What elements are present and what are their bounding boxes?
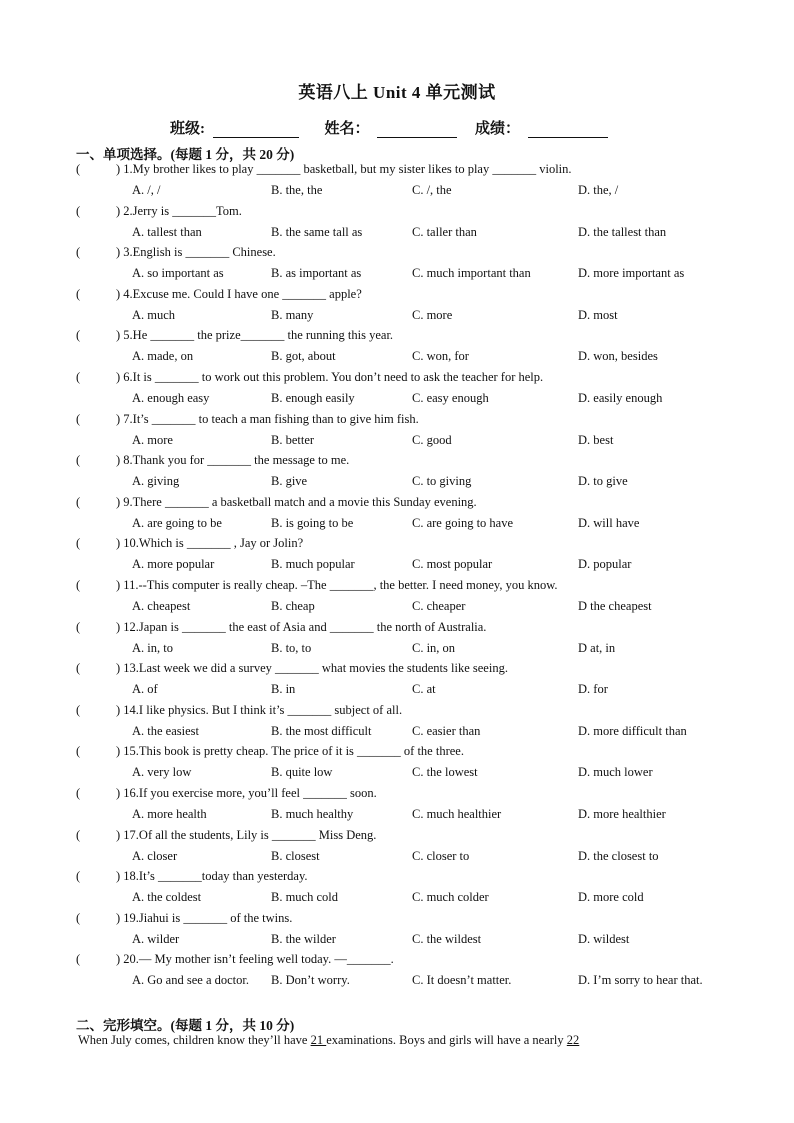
option-a[interactable]: A. more health [132,806,207,821]
question-number: ) 6. [116,369,133,384]
question-text: There _______ a basketball match and a movie this Sunday evening. [132,494,477,509]
option-a[interactable]: A. /, / [132,183,161,197]
cloze-text-2: examinations. Boys and girls will have a nearly [326,1033,567,1047]
option-b[interactable]: B. quite low [271,765,333,780]
option-b[interactable]: B. as important as [271,266,362,281]
option-c[interactable]: C. the wildest [412,931,482,946]
option-a[interactable]: A. are going to be [132,515,222,530]
option-b[interactable]: B. cheap [271,598,315,613]
option-a[interactable]: A. made, on [132,349,194,364]
question-text: Jiahui is _______ of the twins. [138,910,293,925]
question-stem [76,701,402,719]
question-text: Jerry is _______Tom. [132,203,242,218]
question-stem [76,742,464,760]
question-text: If you exercise more, you’ll feel _______ soon. [138,785,377,800]
question-stem [76,451,349,469]
answer-bracket[interactable]: ( [76,910,81,925]
question-number: ) 10. [116,536,139,551]
option-d[interactable]: D. best [578,432,614,447]
option-c[interactable]: C. cheaper [412,598,466,613]
option-d[interactable]: D the cheapest [578,598,652,613]
name-blank[interactable] [377,123,457,138]
student-info-row [170,117,608,138]
option-b[interactable]: B. many [271,307,314,322]
question-number: ) 14. [116,702,139,717]
question-stem [76,950,394,968]
section-heading-cloze: 二、完形填空。(每题 1 分，共 10 分) [76,1018,295,1033]
option-c[interactable]: C. /, the [412,183,452,197]
option-b[interactable]: B. give [271,474,308,489]
question-item [0,576,794,618]
question-item [0,451,794,493]
score-blank[interactable] [528,123,608,138]
question-stem [76,410,419,428]
option-a[interactable]: A. more [132,432,173,447]
option-a[interactable]: A. closer [132,848,178,863]
option-a[interactable]: A. giving [132,474,180,489]
option-b[interactable]: B. closest [271,848,320,863]
question-stem [76,867,308,885]
question-number: ) 17. [116,827,139,842]
question-item [0,659,794,701]
question-stem [76,368,543,386]
question-text: Excuse me. Could I have one _______ apple? [132,286,362,301]
answer-bracket[interactable]: ( [76,785,81,800]
option-d[interactable]: D. easily enough [578,390,663,405]
question-item [0,950,794,992]
option-a[interactable]: A. cheapest [132,598,191,613]
option-b[interactable]: B. is going to be [271,515,354,530]
answer-bracket[interactable]: ( [76,536,81,551]
question-stem [76,618,486,636]
question-number: ) 8. [116,453,133,468]
answer-bracket[interactable]: ( [76,744,81,759]
option-d[interactable]: D. wildest [578,931,630,946]
class-blank[interactable] [213,123,299,138]
option-c[interactable]: C. at [412,682,436,697]
question-text: My brother likes to play _______ basketball, but my sister likes to play _______ violin. [132,162,572,176]
question-number: ) 11. [116,577,139,592]
question-stem [76,534,303,552]
option-b[interactable]: B. in [271,682,296,697]
option-d[interactable]: D. for [578,682,608,697]
answer-bracket[interactable]: ( [76,328,81,343]
option-d[interactable]: D. will have [578,515,640,530]
question-item [0,826,794,868]
option-c[interactable]: C. taller than [412,224,477,239]
question-text: This book is pretty cheap. The price of it is _______ of the three. [138,744,464,759]
option-a[interactable]: A. Go and see a doctor. [132,973,249,988]
question-stem [76,243,276,261]
option-a[interactable]: A. very low [132,765,192,780]
option-c[interactable]: C. more [412,307,453,322]
question-number: ) 15. [116,744,139,759]
question-stem [76,326,393,344]
page-title: 英语八上 Unit 4 单元测试 [298,83,496,102]
option-d[interactable]: D. more cold [578,890,644,905]
question-item [0,326,794,368]
question-stem [76,784,377,802]
question-number: ) 20. [116,952,139,967]
option-c[interactable]: C. easy enough [412,390,489,405]
answer-bracket[interactable]: ( [76,286,81,301]
question-text: --This computer is really cheap. –The _______, the better. I need money, you know. [138,577,558,592]
cloze-blank-22[interactable]: 22 [566,1033,580,1047]
option-b[interactable]: B. enough easily [271,390,355,405]
option-d[interactable]: D. the tallest than [578,224,667,239]
option-b[interactable]: B. much cold [271,890,339,905]
class-label: 班级: [170,121,205,137]
option-a[interactable]: A. much [132,307,176,322]
question-number: ) 3. [116,245,133,260]
question-stem [76,493,477,511]
cloze-text-1: When July comes, children know they’ll have [78,1033,311,1047]
question-item [0,493,794,535]
option-a[interactable]: A. of [132,682,158,697]
section-heading-multiple-choice: 一、单项选择。(每题 1 分，共 20 分) [76,147,295,162]
option-b[interactable]: B. got, about [271,349,336,364]
option-d[interactable]: D. more healthier [578,806,666,821]
option-d[interactable]: D. more important as [578,266,685,281]
question-text: I like physics. But I think it’s _______ subject of all. [138,702,403,717]
option-d[interactable]: D at, in [578,640,616,655]
question-number: ) 9. [116,494,133,509]
option-a[interactable]: A. enough easy [132,390,210,405]
question-item [0,701,794,743]
answer-bracket[interactable]: ( [76,453,81,468]
option-d[interactable]: D. more difficult than [578,723,687,738]
question-text: It’s _______today than yesterday. [138,869,308,884]
question-item [0,784,794,826]
question-text: Last week we did a survey _______ what movies the students like seeing. [138,661,508,676]
question-text: It’s _______ to teach a man fishing than to give him fish. [132,411,419,426]
answer-bracket[interactable]: ( [76,162,81,176]
question-item [0,285,794,327]
option-b[interactable]: B. the same tall as [271,224,363,239]
cloze-blank-21[interactable]: 21 [310,1033,327,1047]
question-stem [76,576,558,594]
answer-bracket[interactable]: ( [76,369,81,384]
option-c[interactable]: C. in, on [412,640,456,655]
option-b[interactable]: B. the wilder [271,931,336,946]
question-number: ) 12. [116,619,139,634]
option-d[interactable]: D. popular [578,557,632,572]
answer-bracket[interactable]: ( [76,869,81,884]
option-c[interactable]: C. to giving [412,474,472,489]
question-item [0,618,794,660]
question-number: ) 16. [116,785,139,800]
question-text: — My mother isn’t feeling well today. —_______. [138,952,394,967]
option-b[interactable]: B. the, the [271,183,323,197]
option-a[interactable]: A. the easiest [132,723,199,738]
option-c[interactable]: C. much colder [412,890,489,905]
question-number: ) 7. [116,411,133,426]
question-text: He _______ the prize_______ the running this year. [132,328,394,343]
question-number: ) 2. [116,203,133,218]
question-stem [76,659,508,677]
option-a[interactable]: A. wilder [132,931,180,946]
question-text: It is _______ to work out this problem. You don’t need to ask the teacher for help. [132,369,544,384]
question-stem [76,826,376,844]
name-label: 姓名： [324,121,370,137]
answer-bracket[interactable]: ( [76,245,81,260]
option-d[interactable]: D. to give [578,474,628,489]
option-a[interactable]: A. tallest than [132,224,202,239]
question-item [0,410,794,452]
option-d[interactable]: D. the closest to [578,848,659,863]
option-a[interactable]: A. in, to [132,640,173,655]
option-b[interactable]: B. better [271,432,315,447]
question-text: Which is _______ , Jay or Jolin? [138,536,304,551]
cloze-passage [78,1033,579,1048]
question-stem [76,285,362,303]
option-c[interactable]: C. much healthier [412,806,502,821]
option-b[interactable]: B. the most difficult [271,723,372,738]
question-stem [76,160,572,178]
option-b[interactable]: B. much healthy [271,806,354,821]
option-d[interactable]: D. most [578,307,618,322]
option-c[interactable]: C. are going to have [412,515,514,530]
question-item [0,160,794,202]
question-number: ) 19. [116,910,139,925]
question-stem [76,909,292,927]
question-item [0,534,794,576]
option-c[interactable]: C. good [412,432,452,447]
answer-bracket[interactable]: ( [76,494,81,509]
option-a[interactable]: A. the coldest [132,890,202,905]
option-c[interactable]: C. the lowest [412,765,478,780]
question-item [0,909,794,951]
option-d[interactable]: D. won, besides [578,349,658,364]
question-list [0,160,794,992]
score-label: 成绩： [475,121,521,137]
answer-bracket[interactable]: ( [76,619,81,634]
question-item [0,243,794,285]
question-item [0,867,794,909]
question-number: ) 5. [116,328,133,343]
option-d[interactable]: D. the, / [578,183,619,197]
question-text: Thank you for _______ the message to me. [132,453,350,468]
question-text: Of all the students, Lily is _______ Miss Deng. [138,827,377,842]
option-d[interactable]: D. much lower [578,765,653,780]
option-b[interactable]: B. Don’t worry. [271,973,350,988]
question-number: ) 4. [116,286,133,301]
question-item [0,202,794,244]
option-c[interactable]: C. It doesn’t matter. [412,973,512,988]
question-item [0,368,794,410]
answer-bracket[interactable]: ( [76,827,81,842]
option-d[interactable]: D. I’m sorry to hear that. [578,973,703,988]
question-number: ) 18. [116,869,139,884]
answer-bracket[interactable]: ( [76,203,81,218]
option-a[interactable]: A. so important as [132,266,224,281]
question-item [0,742,794,784]
answer-bracket[interactable]: ( [76,702,81,717]
option-c[interactable]: C. won, for [412,349,469,364]
option-a[interactable]: A. more popular [132,557,215,572]
answer-bracket[interactable]: ( [76,952,81,967]
question-text: Japan is _______ the east of Asia and _______ the north of Australia. [138,619,487,634]
question-number: ) 13. [116,661,139,676]
answer-bracket[interactable]: ( [76,411,81,426]
option-c[interactable]: C. most popular [412,557,493,572]
option-b[interactable]: B. much popular [271,557,355,572]
option-c[interactable]: C. easier than [412,723,481,738]
option-c[interactable]: C. much important than [412,266,531,281]
question-stem [76,202,242,220]
option-c[interactable]: C. closer to [412,848,470,863]
answer-bracket[interactable]: ( [76,577,81,592]
question-number: ) 1. [116,162,133,176]
answer-bracket[interactable]: ( [76,661,81,676]
option-b[interactable]: B. to, to [271,640,312,655]
question-text: English is _______ Chinese. [132,245,276,260]
